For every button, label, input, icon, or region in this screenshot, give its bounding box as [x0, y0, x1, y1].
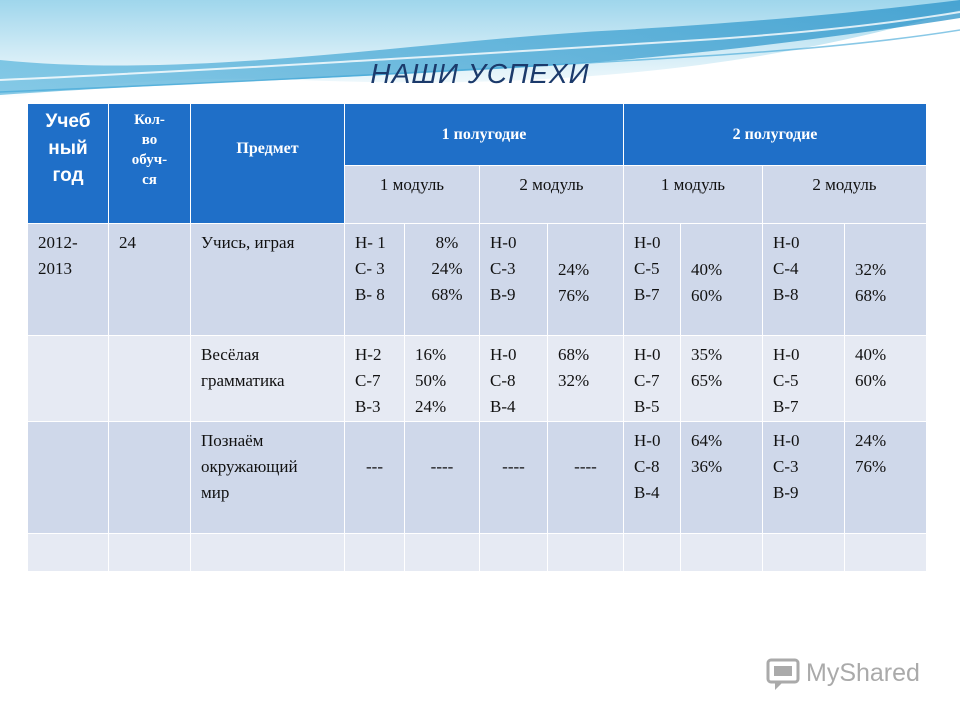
header-subject: Предмет [191, 104, 345, 224]
percent-line: 35% [691, 345, 723, 364]
watermark-text: MyShared [806, 659, 920, 687]
grades-cell [624, 422, 681, 534]
grade-line: С-3 [490, 259, 516, 278]
percent-line: 24% [558, 259, 590, 279]
grade-line: С-7 [634, 371, 660, 390]
empty-cell [109, 534, 191, 572]
header-semester-2: 2 полугодие [624, 104, 927, 166]
grade-line: С- 3 [355, 259, 385, 278]
grade-line: Н-0 [773, 431, 800, 450]
empty-cell [191, 534, 345, 572]
table-row [28, 336, 927, 422]
grade-line: В-7 [773, 397, 799, 416]
grades-cell [624, 336, 681, 422]
grade-line: С-5 [773, 371, 799, 390]
grades-cell [763, 422, 845, 534]
percent-line: 68% [558, 345, 590, 364]
year-cell [28, 336, 109, 422]
empty-cell [624, 534, 681, 572]
percent-line: 36% [691, 457, 723, 476]
header-count-line: во [141, 132, 158, 148]
percent-cell [681, 422, 763, 534]
percent-line: 16% [415, 345, 447, 364]
percent-cell [845, 422, 927, 534]
grades-cell [480, 224, 548, 336]
percent-line: 76% [558, 285, 590, 305]
grade-line: В-4 [634, 483, 660, 502]
empty-cell [480, 534, 548, 572]
subject-line: мир [201, 483, 230, 502]
table-row [28, 224, 927, 336]
grade-line: С-5 [634, 259, 660, 278]
percent-line: 65% [691, 371, 723, 390]
percent-line: 24% [415, 397, 447, 416]
subject-cell [191, 224, 345, 336]
grade-line: Н-0 [634, 431, 661, 450]
empty-cell [405, 534, 480, 572]
dash-cell: ---- [405, 422, 480, 534]
percent-line: 32% [558, 371, 590, 390]
module-header: 1 модуль [624, 166, 763, 224]
grade-line: В-9 [490, 285, 516, 304]
header-count-line: ся [142, 172, 157, 188]
percent-cell [405, 336, 480, 422]
grade-line: Н-0 [490, 233, 517, 252]
header-year-line: Учеб [45, 111, 91, 132]
percent-line: 68% [855, 285, 887, 305]
dash-cell: ---- [548, 422, 624, 534]
subject-line: Учись, играя [201, 233, 295, 252]
module-header: 2 модуль [763, 166, 927, 224]
subject-line: Весёлая [201, 345, 260, 364]
percent-line: 76% [855, 457, 887, 476]
grade-line: С-4 [773, 259, 799, 278]
empty-cell [345, 534, 405, 572]
empty-cell [845, 534, 927, 572]
grades-cell [345, 224, 405, 336]
subject-cell [191, 422, 345, 534]
percent-cell [405, 224, 480, 336]
grade-line: Н-0 [773, 345, 800, 364]
subject-line: грамматика [201, 371, 285, 390]
percent-line: 60% [691, 285, 723, 305]
percent-line: 64% [691, 431, 723, 450]
header-count [109, 104, 191, 224]
percent-cell [845, 224, 927, 336]
header-year [28, 104, 109, 224]
module-header: 1 модуль [345, 166, 480, 224]
grade-line: С-8 [490, 371, 516, 390]
header-row [28, 104, 927, 166]
grade-line: В-8 [773, 285, 799, 304]
empty-cell [763, 534, 845, 572]
empty-cell [681, 534, 763, 572]
page-title: НАШИ УСПЕХИ [370, 58, 590, 89]
percent-line: 40% [855, 345, 887, 364]
year-line: 2013 [38, 259, 72, 278]
count-cell [109, 336, 191, 422]
header-year-line: ный [48, 138, 88, 159]
percent-line: 24% [431, 259, 463, 278]
percent-cell [681, 224, 763, 336]
count-cell: 24 [109, 224, 191, 336]
dash-cell: --- [345, 422, 405, 534]
year-cell [28, 422, 109, 534]
grade-line: Н- 1 [355, 233, 386, 252]
percent-line: 8% [435, 233, 459, 252]
grade-line: Н-0 [634, 345, 661, 364]
year-line: 2012- [38, 233, 78, 252]
percent-line: 40% [691, 259, 723, 279]
empty-cell [28, 534, 109, 572]
table-row [28, 534, 927, 572]
grades-cell [480, 336, 548, 422]
header-semester-1: 1 полугодие [345, 104, 624, 166]
empty-cell [548, 534, 624, 572]
percent-cell [845, 336, 927, 422]
subject-cell [191, 336, 345, 422]
percent-cell [548, 224, 624, 336]
subject-line: Познаём [201, 431, 264, 450]
grade-line: В-3 [355, 397, 381, 416]
percent-cell [548, 336, 624, 422]
dash-cell: ---- [480, 422, 548, 534]
grade-line: С-8 [634, 457, 660, 476]
count-cell [109, 422, 191, 534]
grade-line: Н-0 [773, 233, 800, 252]
year-cell [28, 224, 109, 336]
percent-line: 50% [415, 371, 447, 390]
percent-line: 60% [855, 371, 887, 390]
subject-line: окружающий [201, 457, 298, 476]
grade-line: С-3 [773, 457, 799, 476]
grade-line: В-5 [634, 397, 660, 416]
percent-line: 24% [855, 431, 887, 450]
grades-cell [345, 336, 405, 422]
grade-line: В-4 [490, 397, 516, 416]
percent-line: 68% [431, 285, 463, 304]
grade-line: В-7 [634, 285, 660, 304]
grade-line: В-9 [773, 483, 799, 502]
grades-cell [624, 224, 681, 336]
results-table [27, 103, 927, 572]
grades-cell [763, 224, 845, 336]
grade-line: Н-2 [355, 345, 382, 364]
grade-line: Н-0 [490, 345, 517, 364]
header-count-line: обуч- [131, 152, 168, 168]
header-count-line: Кол- [134, 112, 165, 128]
grade-line: С-7 [355, 371, 381, 390]
header-year-line: год [52, 165, 84, 186]
module-header: 2 модуль [480, 166, 624, 224]
percent-cell [681, 336, 763, 422]
grade-line: Н-0 [634, 233, 661, 252]
grades-cell [763, 336, 845, 422]
grade-line: В- 8 [355, 285, 385, 304]
percent-line: 32% [855, 259, 887, 279]
table-row [28, 422, 927, 534]
